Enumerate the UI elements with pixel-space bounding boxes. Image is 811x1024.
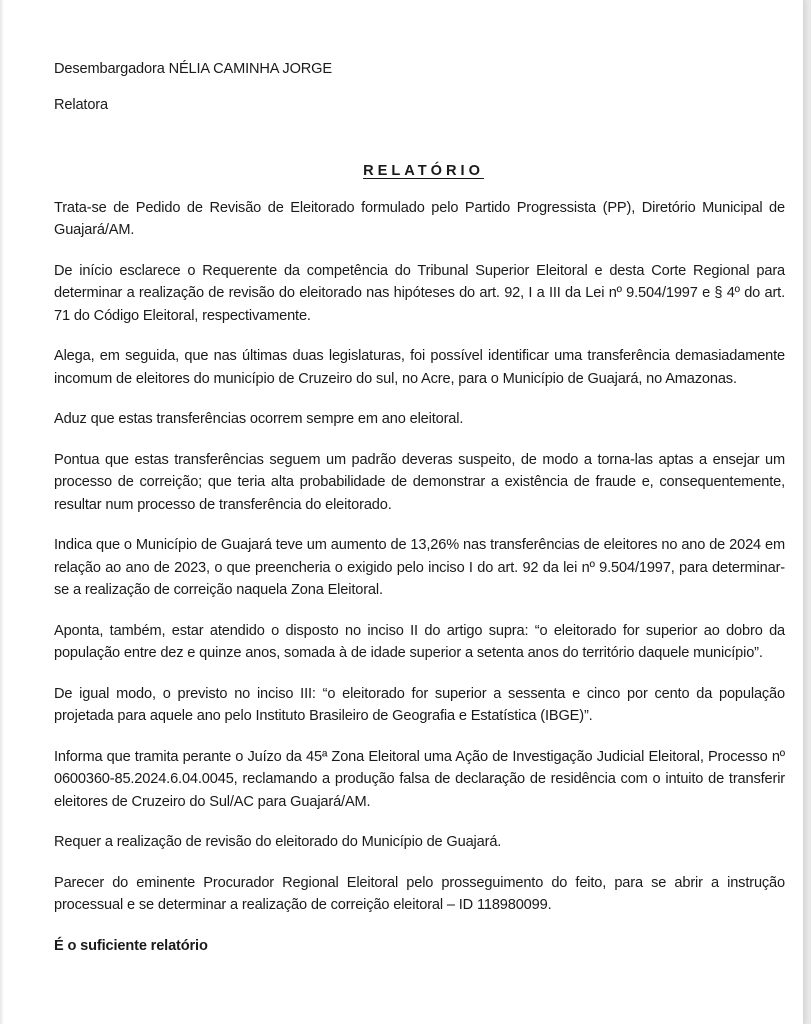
signatory-role: Relatora <box>54 96 108 113</box>
paragraph-aije-process: Informa que tramita perante o Juízo da 45ª Zona Eleitoral uma Ação de Investigação Judicial Eleitoral, Processo nº 0600360-85.2024.6.04.0045, reclamando a produção falsa de declaração de residência com o intuito de transferir eleitores de Cruzeiro do Sul/AC para Guajará/AM. <box>54 748 785 810</box>
page-edge-shadow <box>0 0 4 1024</box>
document-body <box>54 58 785 957</box>
paragraph-allegation: Alega, em seguida, que nas últimas duas legislaturas, foi possível identificar uma transferência demasiadamente incomum de eleitores do município de Cruzeiro do sul, no Acre, para o Município de Guajará, no Amazonas. <box>54 348 785 387</box>
signatory-name: Desembargadora NÉLIA CAMINHA JORGE <box>54 61 332 77</box>
paragraph-competence: De início esclarece o Requerente da competência do Tribunal Superior Eleitoral e desta Corte Regional para determinar a realização de revisão do eleitorado nas hipóteses do art. 92, I a III da Lei nº 9.504/1997 e § 4º do art. 71 do Código Eleitoral, respectivamente. <box>54 262 785 324</box>
paragraph-requirement: Requer a realização de revisão do eleitorado do Município de Guajará. <box>54 834 502 850</box>
report-title: RELATÓRIO <box>363 163 484 179</box>
closing-statement: É o suficiente relatório <box>54 937 208 954</box>
paragraph-electoral-year: Aduz que estas transferências ocorrem sempre em ano eleitoral. <box>54 411 464 427</box>
paragraph-suspicious-pattern: Pontua que estas transferências seguem um padrão deveras suspeito, de modo a torna-las aptas a ensejar um processo de correição; que teria alta probabilidade de demonstrar a existência de fraude e, consequentemente, resultar num processo de transferência do eleitorado. <box>54 451 785 513</box>
paragraph-request: Trata-se de Pedido de Revisão de Eleitorado formulado pelo Partido Progressista (PP), Diretório Municipal de Guajará/AM. <box>54 199 785 238</box>
paragraph-inciso-iii: De igual modo, o previsto no inciso III: “o eleitorado for superior a sessenta e cinco por cento da população projetada para aquele ano pelo Instituto Brasileiro de Geografia e Estatística (IBGE)”. <box>54 685 785 724</box>
paragraph-prosecutor-opinion: Parecer do eminente Procurador Regional Eleitoral pelo prosseguimento do feito, para se abrir a instrução processual e se determinar a realização de correição eleitoral – ID 118980099. <box>54 874 785 913</box>
paragraph-increase: Indica que o Município de Guajará teve um aumento de 13,26% nas transferências de eleitores no ano de 2024 em relação ao ano de 2023, o que preencheria o exigido pelo inciso I do art. 92 da lei nº 9.504/1997, para determinar-se a realização de correição naquela Zona Eleitoral. <box>54 537 785 598</box>
paragraph-inciso-ii: Aponta, também, estar atendido o disposto no inciso II do artigo supra: “o eleitorado for superior ao dobro da população entre dez e quinze anos, somada à de idade superior a setenta anos do território daquele município”. <box>54 622 785 661</box>
